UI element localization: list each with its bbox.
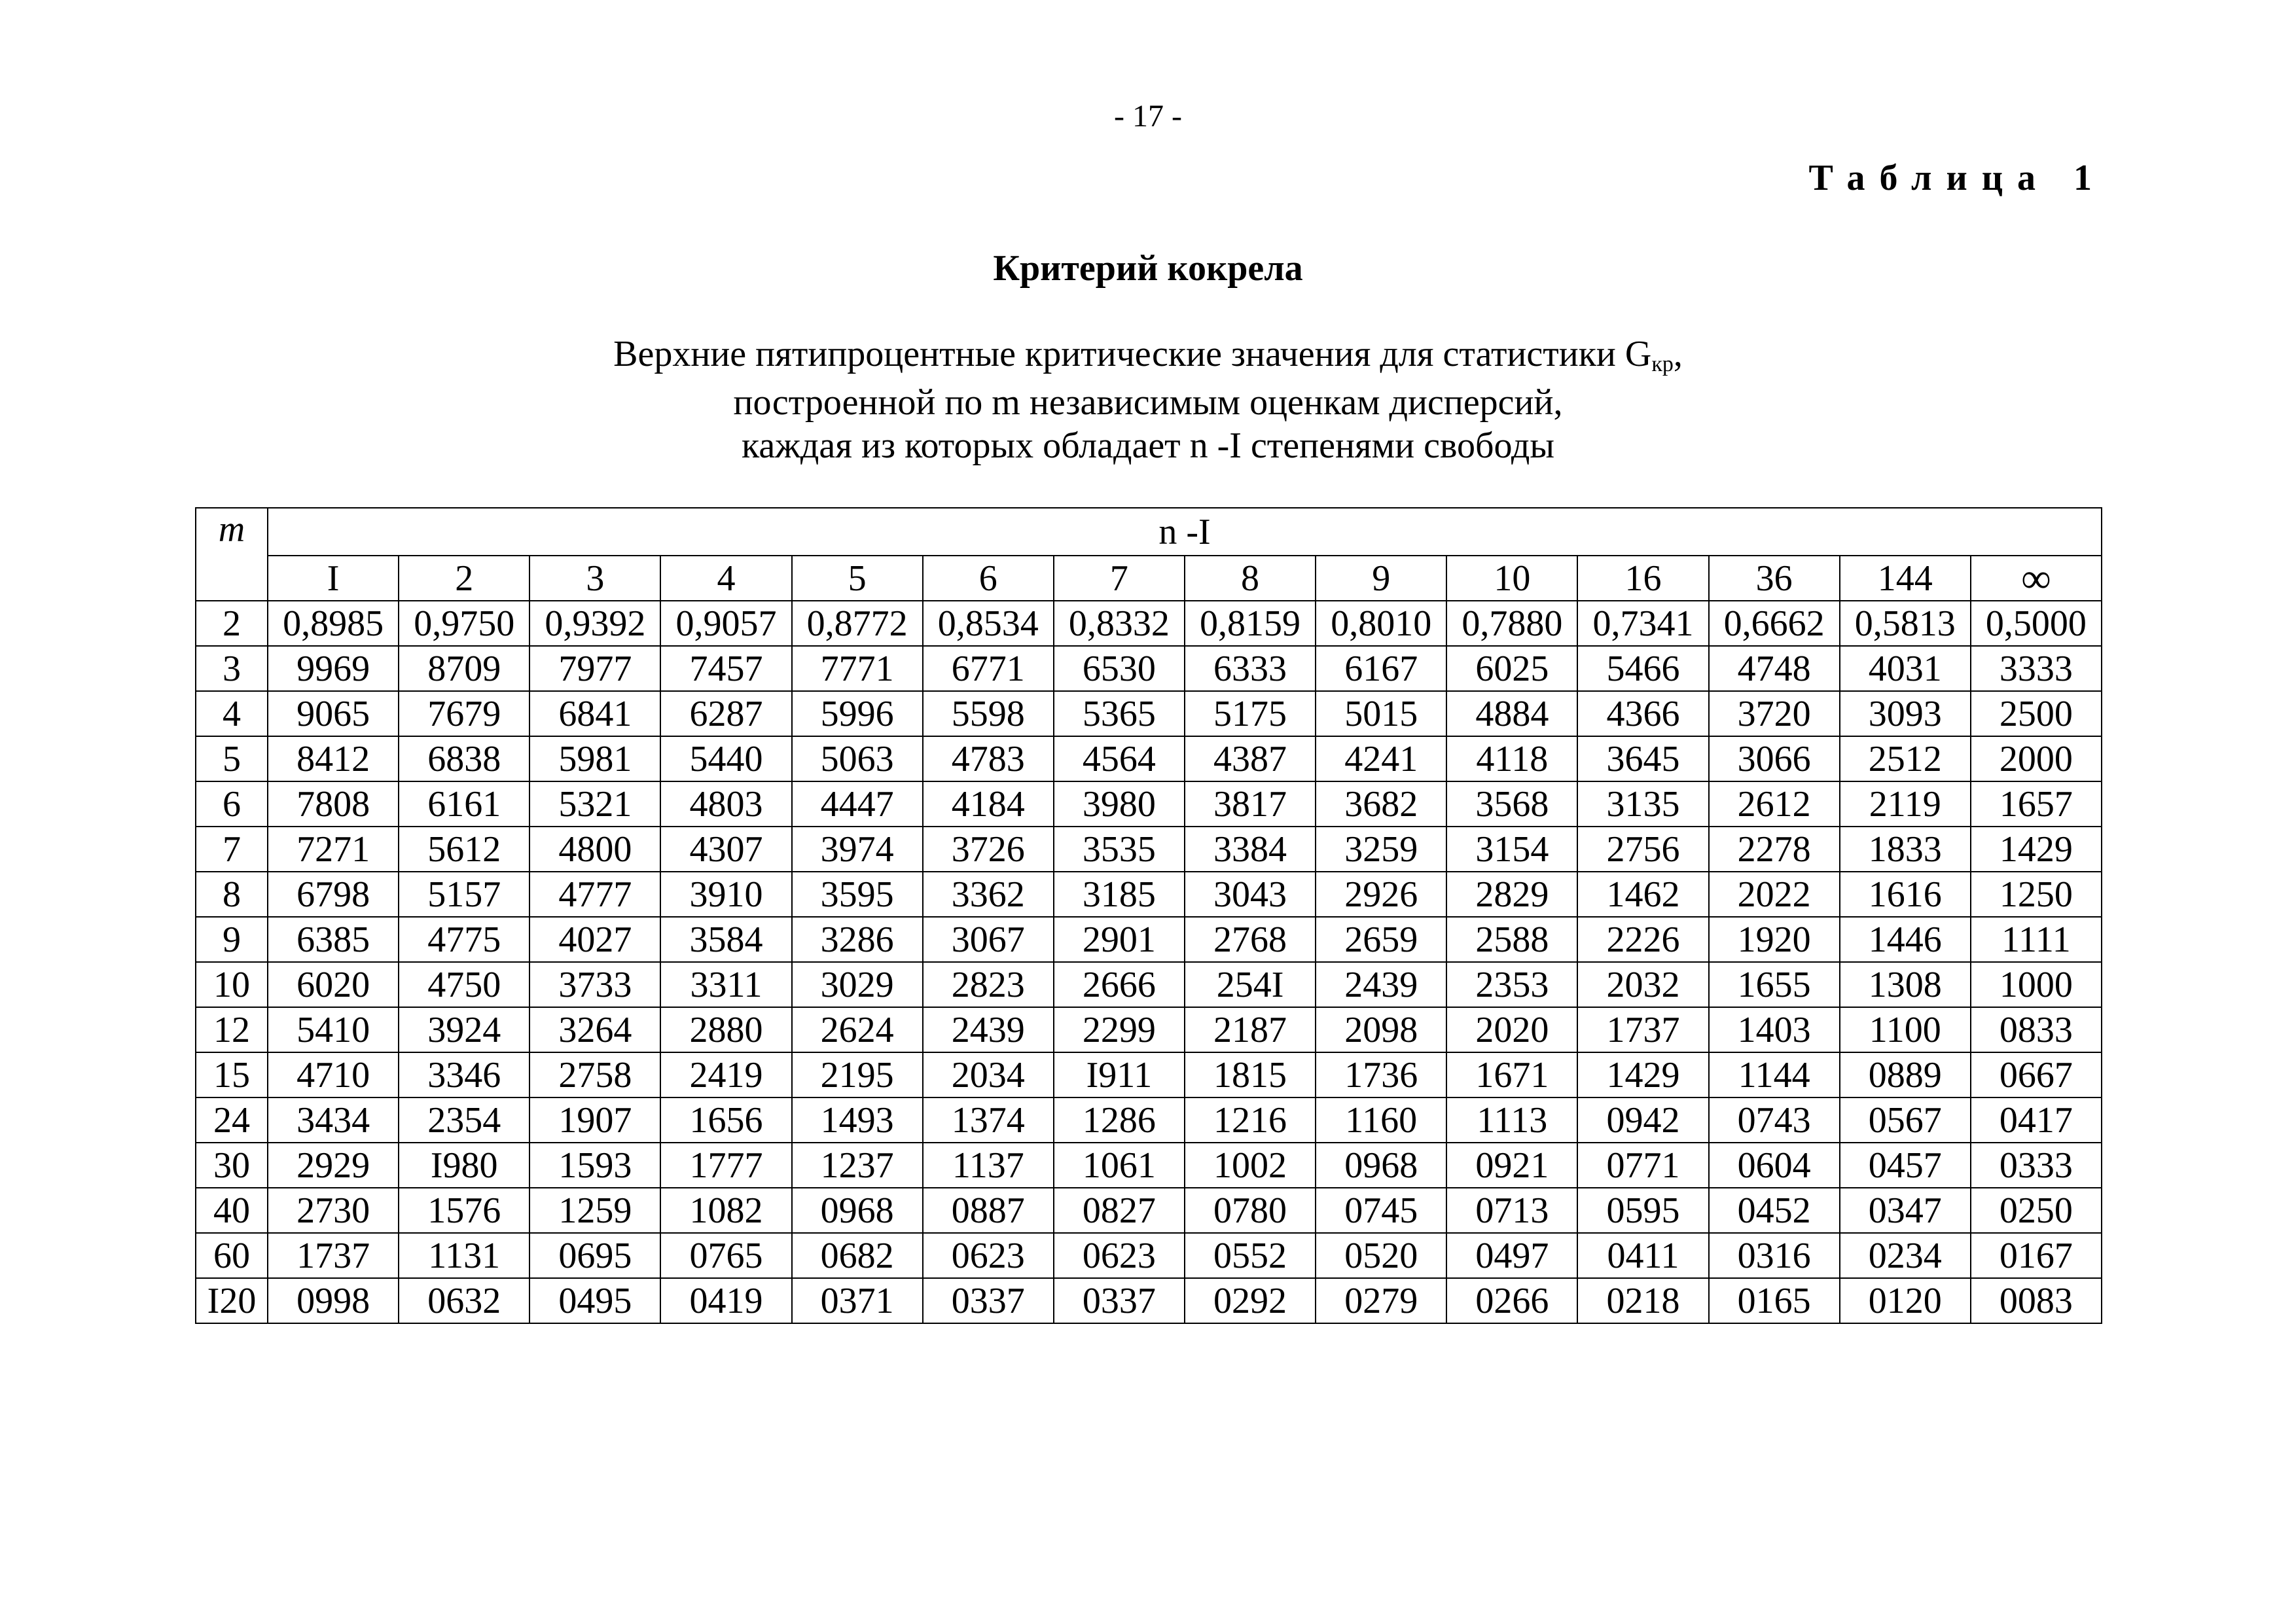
- table-row: [196, 691, 2102, 736]
- table-cell: 3066: [1709, 736, 1840, 781]
- table-cell: 2901: [1054, 917, 1185, 962]
- table-cell: 2756: [1577, 827, 1708, 872]
- table-cell: 5598: [923, 691, 1054, 736]
- column-header: ∞: [1971, 556, 2102, 601]
- table-cell: 3029: [792, 962, 923, 1007]
- row-label-m: 2: [196, 601, 268, 646]
- table-cell: 2439: [1316, 962, 1446, 1007]
- table-cell: 2299: [1054, 1007, 1185, 1052]
- table-cell: 1593: [529, 1143, 660, 1188]
- table-cell: 1144: [1709, 1052, 1840, 1097]
- table-cell: 0968: [1316, 1143, 1446, 1188]
- page-title: Критерий кокрела: [993, 248, 1303, 289]
- table-cell: 0279: [1316, 1278, 1446, 1323]
- table-cell: 0682: [792, 1233, 923, 1278]
- table-cell: 2666: [1054, 962, 1185, 1007]
- table-cell: 0,8159: [1185, 601, 1316, 646]
- table-cell: 2500: [1971, 691, 2102, 736]
- column-header: 7: [1054, 556, 1185, 601]
- table-cell: 5981: [529, 736, 660, 781]
- table-cell: 8412: [268, 736, 399, 781]
- table-cell: 0889: [1840, 1052, 1971, 1097]
- table-cell: 3135: [1577, 781, 1708, 827]
- table-cell: 5015: [1316, 691, 1446, 736]
- table-cell: 1657: [1971, 781, 2102, 827]
- column-header: 36: [1709, 556, 1840, 601]
- subtitle-line-1: [0, 332, 2296, 381]
- column-header: 5: [792, 556, 923, 601]
- table-cell: 2354: [399, 1097, 529, 1143]
- table-cell: 0120: [1840, 1278, 1971, 1323]
- table-cell: 3974: [792, 827, 923, 872]
- row-label-m: 15: [196, 1052, 268, 1097]
- table-cell: 2880: [660, 1007, 791, 1052]
- table-cell: 0,9750: [399, 601, 529, 646]
- table-cell: 3733: [529, 962, 660, 1007]
- table-cell: 2119: [1840, 781, 1971, 827]
- row-label-m: 7: [196, 827, 268, 872]
- table-cell: 0833: [1971, 1007, 2102, 1052]
- table-cell: 2768: [1185, 917, 1316, 962]
- row-label-m: 3: [196, 646, 268, 691]
- table-cell: 1616: [1840, 872, 1971, 917]
- column-header: 10: [1446, 556, 1577, 601]
- table-cell: 1237: [792, 1143, 923, 1188]
- table-cell: 6167: [1316, 646, 1446, 691]
- table-cell: 8709: [399, 646, 529, 691]
- table-cell: 0632: [399, 1278, 529, 1323]
- table-cell: 5996: [792, 691, 923, 736]
- table-cell: 3093: [1840, 691, 1971, 736]
- table-cell: 0,8772: [792, 601, 923, 646]
- table-cell: 1446: [1840, 917, 1971, 962]
- table-cell: 3584: [660, 917, 791, 962]
- table-row: [196, 872, 2102, 917]
- table-cell: 4748: [1709, 646, 1840, 691]
- table-cell: 3568: [1446, 781, 1577, 827]
- table-cell: 6287: [660, 691, 791, 736]
- row-label-m: 5: [196, 736, 268, 781]
- table-cell: 1002: [1185, 1143, 1316, 1188]
- table-cell: 2624: [792, 1007, 923, 1052]
- table-cell: 0333: [1971, 1143, 2102, 1188]
- table-cell: 1462: [1577, 872, 1708, 917]
- table-cell: 3924: [399, 1007, 529, 1052]
- table-cell: 4307: [660, 827, 791, 872]
- table-cell: 4800: [529, 827, 660, 872]
- page-number: - 17 -: [1114, 99, 1182, 134]
- table-cell: 1286: [1054, 1097, 1185, 1143]
- table-cell: 5321: [529, 781, 660, 827]
- table-cell: 3980: [1054, 781, 1185, 827]
- table-cell: 2926: [1316, 872, 1446, 917]
- row-label-m: 12: [196, 1007, 268, 1052]
- column-header: 9: [1316, 556, 1446, 601]
- table-cell: 0218: [1577, 1278, 1708, 1323]
- table-cell: 2278: [1709, 827, 1840, 872]
- table-cell: 0887: [923, 1188, 1054, 1233]
- table-cell: 1403: [1709, 1007, 1840, 1052]
- table-cell: 1216: [1185, 1097, 1316, 1143]
- table-row: [196, 1233, 2102, 1278]
- column-group-header: n -I: [268, 508, 2102, 556]
- table-cell: 0552: [1185, 1233, 1316, 1278]
- table-cell: 6385: [268, 917, 399, 962]
- table-cell: 4777: [529, 872, 660, 917]
- table-cell: 2020: [1446, 1007, 1577, 1052]
- table-body: [196, 601, 2102, 1323]
- table-cell: 4241: [1316, 736, 1446, 781]
- table-cell: 2419: [660, 1052, 791, 1097]
- table-cell: 0167: [1971, 1233, 2102, 1278]
- table-cell: 3434: [268, 1097, 399, 1143]
- table-cell: 3726: [923, 827, 1054, 872]
- table-cell: 1000: [1971, 962, 2102, 1007]
- table-cell: 1833: [1840, 827, 1971, 872]
- table-cell: 5157: [399, 872, 529, 917]
- table-cell: 2032: [1577, 962, 1708, 1007]
- table-cell: 0998: [268, 1278, 399, 1323]
- table-cell: 0623: [923, 1233, 1054, 1278]
- table-cell: 1655: [1709, 962, 1840, 1007]
- table-cell: 0,9392: [529, 601, 660, 646]
- table-row: [196, 601, 2102, 646]
- table-cell: 1131: [399, 1233, 529, 1278]
- table-cell: 2034: [923, 1052, 1054, 1097]
- row-label-m: 10: [196, 962, 268, 1007]
- table-cell: 4184: [923, 781, 1054, 827]
- row-label-m: 9: [196, 917, 268, 962]
- table-cell: 0337: [1054, 1278, 1185, 1323]
- table-cell: 6771: [923, 646, 1054, 691]
- table-cell: 2226: [1577, 917, 1708, 962]
- table-cell: 1656: [660, 1097, 791, 1143]
- table-cell: 0497: [1446, 1233, 1577, 1278]
- table-cell: 5365: [1054, 691, 1185, 736]
- table-cell: 6838: [399, 736, 529, 781]
- row-label-m: 40: [196, 1188, 268, 1233]
- table-cell: 0968: [792, 1188, 923, 1233]
- table-cell: 0337: [923, 1278, 1054, 1323]
- row-label-m: 24: [196, 1097, 268, 1143]
- table-cell: 5612: [399, 827, 529, 872]
- table-cell: 3286: [792, 917, 923, 962]
- table-cell: 0745: [1316, 1188, 1446, 1233]
- table-cell: 0,8985: [268, 601, 399, 646]
- table-cell: 4366: [1577, 691, 1708, 736]
- table-cell: 4803: [660, 781, 791, 827]
- table-cell: 2512: [1840, 736, 1971, 781]
- table-cell: 4564: [1054, 736, 1185, 781]
- table-cell: 2353: [1446, 962, 1577, 1007]
- column-header: 4: [660, 556, 791, 601]
- table-cell: 4884: [1446, 691, 1577, 736]
- table-cell: 0604: [1709, 1143, 1840, 1188]
- table-cell: 0520: [1316, 1233, 1446, 1278]
- table-cell: 3595: [792, 872, 923, 917]
- table-cell: 1259: [529, 1188, 660, 1233]
- column-header: 6: [923, 556, 1054, 601]
- table-cell: 0567: [1840, 1097, 1971, 1143]
- table-cell: 4031: [1840, 646, 1971, 691]
- table-cell: 4783: [923, 736, 1054, 781]
- column-header: 2: [399, 556, 529, 601]
- table-cell: 5440: [660, 736, 791, 781]
- table-cell: 9969: [268, 646, 399, 691]
- table-cell: 0316: [1709, 1233, 1840, 1278]
- table-cell: 0411: [1577, 1233, 1708, 1278]
- table-cell: 3264: [529, 1007, 660, 1052]
- table-cell: 3154: [1446, 827, 1577, 872]
- table-cell: 7771: [792, 646, 923, 691]
- table-cell: 1100: [1840, 1007, 1971, 1052]
- table-row: [196, 736, 2102, 781]
- table-cell: 1493: [792, 1097, 923, 1143]
- table-cell: 6161: [399, 781, 529, 827]
- table-cell: 3645: [1577, 736, 1708, 781]
- table-cell: 4775: [399, 917, 529, 962]
- table-cell: 9065: [268, 691, 399, 736]
- table-cell: 2187: [1185, 1007, 1316, 1052]
- table-row: [196, 962, 2102, 1007]
- table-cell: 0,8534: [923, 601, 1054, 646]
- table-cell: 1671: [1446, 1052, 1577, 1097]
- table-cell: 0695: [529, 1233, 660, 1278]
- table-cell: 4027: [529, 917, 660, 962]
- table-cell: 7457: [660, 646, 791, 691]
- table-cell: 0266: [1446, 1278, 1577, 1323]
- table-cell: 0743: [1709, 1097, 1840, 1143]
- table-cell: 3362: [923, 872, 1054, 917]
- table-row: [196, 1007, 2102, 1052]
- table-cell: 4118: [1446, 736, 1577, 781]
- table-cell: 3333: [1971, 646, 2102, 691]
- table-cell: 2022: [1709, 872, 1840, 917]
- table-cell: 0,6662: [1709, 601, 1840, 646]
- table-cell: 1576: [399, 1188, 529, 1233]
- column-header: 144: [1840, 556, 1971, 601]
- table-cell: I980: [399, 1143, 529, 1188]
- table-cell: 4387: [1185, 736, 1316, 781]
- table-cell: 1111: [1971, 917, 2102, 962]
- subtitle-line-1-text: Верхние пятипроцентные критические значения для статистики G: [613, 334, 1652, 374]
- table-row: [196, 1052, 2102, 1097]
- row-label-m: 8: [196, 872, 268, 917]
- table-cell: 0417: [1971, 1097, 2102, 1143]
- table-cell: 2439: [923, 1007, 1054, 1052]
- row-label-m: 30: [196, 1143, 268, 1188]
- table-cell: 1737: [268, 1233, 399, 1278]
- table-cell: 3185: [1054, 872, 1185, 917]
- column-header: I: [268, 556, 399, 601]
- table-row: [196, 827, 2102, 872]
- table-row: [196, 646, 2102, 691]
- table-cell: 2000: [1971, 736, 2102, 781]
- table-cell: 0,8332: [1054, 601, 1185, 646]
- table-cell: 1160: [1316, 1097, 1446, 1143]
- table-cell: 1907: [529, 1097, 660, 1143]
- table-cell: 1737: [1577, 1007, 1708, 1052]
- table-cell: 5466: [1577, 646, 1708, 691]
- table-cell: I911: [1054, 1052, 1185, 1097]
- table-cell: 0623: [1054, 1233, 1185, 1278]
- column-header-row: [196, 556, 2102, 601]
- table-cell: 5410: [268, 1007, 399, 1052]
- table-cell: 0,8010: [1316, 601, 1446, 646]
- table-cell: 2823: [923, 962, 1054, 1007]
- table-cell: 0771: [1577, 1143, 1708, 1188]
- row-label-m: 4: [196, 691, 268, 736]
- row-header-m: m: [196, 508, 268, 601]
- table-cell: 3535: [1054, 827, 1185, 872]
- table-cell: 2829: [1446, 872, 1577, 917]
- table-cell: 4447: [792, 781, 923, 827]
- table-cell: 6530: [1054, 646, 1185, 691]
- table-cell: 7679: [399, 691, 529, 736]
- table-row: [196, 1143, 2102, 1188]
- table-cell: 2929: [268, 1143, 399, 1188]
- table-cell: 3817: [1185, 781, 1316, 827]
- table-cell: 0250: [1971, 1188, 2102, 1233]
- table-cell: 0292: [1185, 1278, 1316, 1323]
- table-cell: 1113: [1446, 1097, 1577, 1143]
- table-cell: 254I: [1185, 962, 1316, 1007]
- table-cell: 1429: [1577, 1052, 1708, 1097]
- table-cell: 3259: [1316, 827, 1446, 872]
- table-cell: 0371: [792, 1278, 923, 1323]
- table-cell: 2659: [1316, 917, 1446, 962]
- table-cell: 2098: [1316, 1007, 1446, 1052]
- table-cell: 3384: [1185, 827, 1316, 872]
- table-head: [196, 508, 2102, 601]
- table-cell: 0419: [660, 1278, 791, 1323]
- table-cell: 0595: [1577, 1188, 1708, 1233]
- subtitle-line-2: построенной по m независимым оценкам дисперсий,: [733, 382, 1563, 423]
- table-cell: 1250: [1971, 872, 2102, 917]
- column-header: 16: [1577, 556, 1708, 601]
- table-cell: 0713: [1446, 1188, 1577, 1233]
- table-row: [196, 917, 2102, 962]
- table-cell: 3067: [923, 917, 1054, 962]
- table-cell: 0,7880: [1446, 601, 1577, 646]
- row-label-m: 60: [196, 1233, 268, 1278]
- table-cell: 6841: [529, 691, 660, 736]
- table-row: [196, 1188, 2102, 1233]
- table-cell: 0165: [1709, 1278, 1840, 1323]
- table-cell: 5175: [1185, 691, 1316, 736]
- table-cell: 1429: [1971, 827, 2102, 872]
- table-cell: 3720: [1709, 691, 1840, 736]
- table-cell: 6798: [268, 872, 399, 917]
- table-cell: 1736: [1316, 1052, 1446, 1097]
- table-cell: 4710: [268, 1052, 399, 1097]
- table-cell: 1308: [1840, 962, 1971, 1007]
- table-cell: 7271: [268, 827, 399, 872]
- table-cell: 0457: [1840, 1143, 1971, 1188]
- table-cell: 6025: [1446, 646, 1577, 691]
- table-cell: 1815: [1185, 1052, 1316, 1097]
- table-cell: 3682: [1316, 781, 1446, 827]
- row-label-m: I20: [196, 1278, 268, 1323]
- column-header: 8: [1185, 556, 1316, 601]
- table-cell: 1777: [660, 1143, 791, 1188]
- table-cell: 0765: [660, 1233, 791, 1278]
- subtitle-line-3: каждая из которых обладает n -I степенями свободы: [741, 425, 1554, 466]
- table-row: [196, 1278, 2102, 1323]
- table-cell: 0,5813: [1840, 601, 1971, 646]
- table-cell: 0234: [1840, 1233, 1971, 1278]
- table-cell: 3043: [1185, 872, 1316, 917]
- table-cell: 2588: [1446, 917, 1577, 962]
- table-cell: 0827: [1054, 1188, 1185, 1233]
- cochran-table: [195, 507, 2102, 1324]
- column-header: 3: [529, 556, 660, 601]
- table-row: [196, 781, 2102, 827]
- table-cell: 0083: [1971, 1278, 2102, 1323]
- table-cell: 6333: [1185, 646, 1316, 691]
- table-cell: 1137: [923, 1143, 1054, 1188]
- table-label: Таблица 1: [1808, 158, 2106, 198]
- row-label-m: 6: [196, 781, 268, 827]
- table-cell: 0,5000: [1971, 601, 2102, 646]
- table-cell: 0,7341: [1577, 601, 1708, 646]
- table-cell: 7808: [268, 781, 399, 827]
- table-cell: 2612: [1709, 781, 1840, 827]
- table-cell: 0347: [1840, 1188, 1971, 1233]
- table-subtitle: [0, 332, 2296, 467]
- table-cell: 0495: [529, 1278, 660, 1323]
- table-cell: 2758: [529, 1052, 660, 1097]
- table-cell: 3910: [660, 872, 791, 917]
- table-cell: 4750: [399, 962, 529, 1007]
- table-cell: 1920: [1709, 917, 1840, 962]
- table-cell: 1061: [1054, 1143, 1185, 1188]
- subtitle-subscript: кр: [1651, 352, 1674, 376]
- table-cell: 1082: [660, 1188, 791, 1233]
- table-cell: 0452: [1709, 1188, 1840, 1233]
- table-cell: 0,9057: [660, 601, 791, 646]
- table-cell: 3311: [660, 962, 791, 1007]
- table-cell: 0921: [1446, 1143, 1577, 1188]
- table-cell: 7977: [529, 646, 660, 691]
- table-row: [196, 1097, 2102, 1143]
- table-cell: 6020: [268, 962, 399, 1007]
- table-cell: 0780: [1185, 1188, 1316, 1233]
- table-cell: 3346: [399, 1052, 529, 1097]
- table-cell: 0667: [1971, 1052, 2102, 1097]
- table-cell: 0942: [1577, 1097, 1708, 1143]
- table-cell: 5063: [792, 736, 923, 781]
- table-cell: 2195: [792, 1052, 923, 1097]
- table-cell: 2730: [268, 1188, 399, 1233]
- table-cell: 1374: [923, 1097, 1054, 1143]
- subtitle-line-1-end: ,: [1673, 334, 1683, 374]
